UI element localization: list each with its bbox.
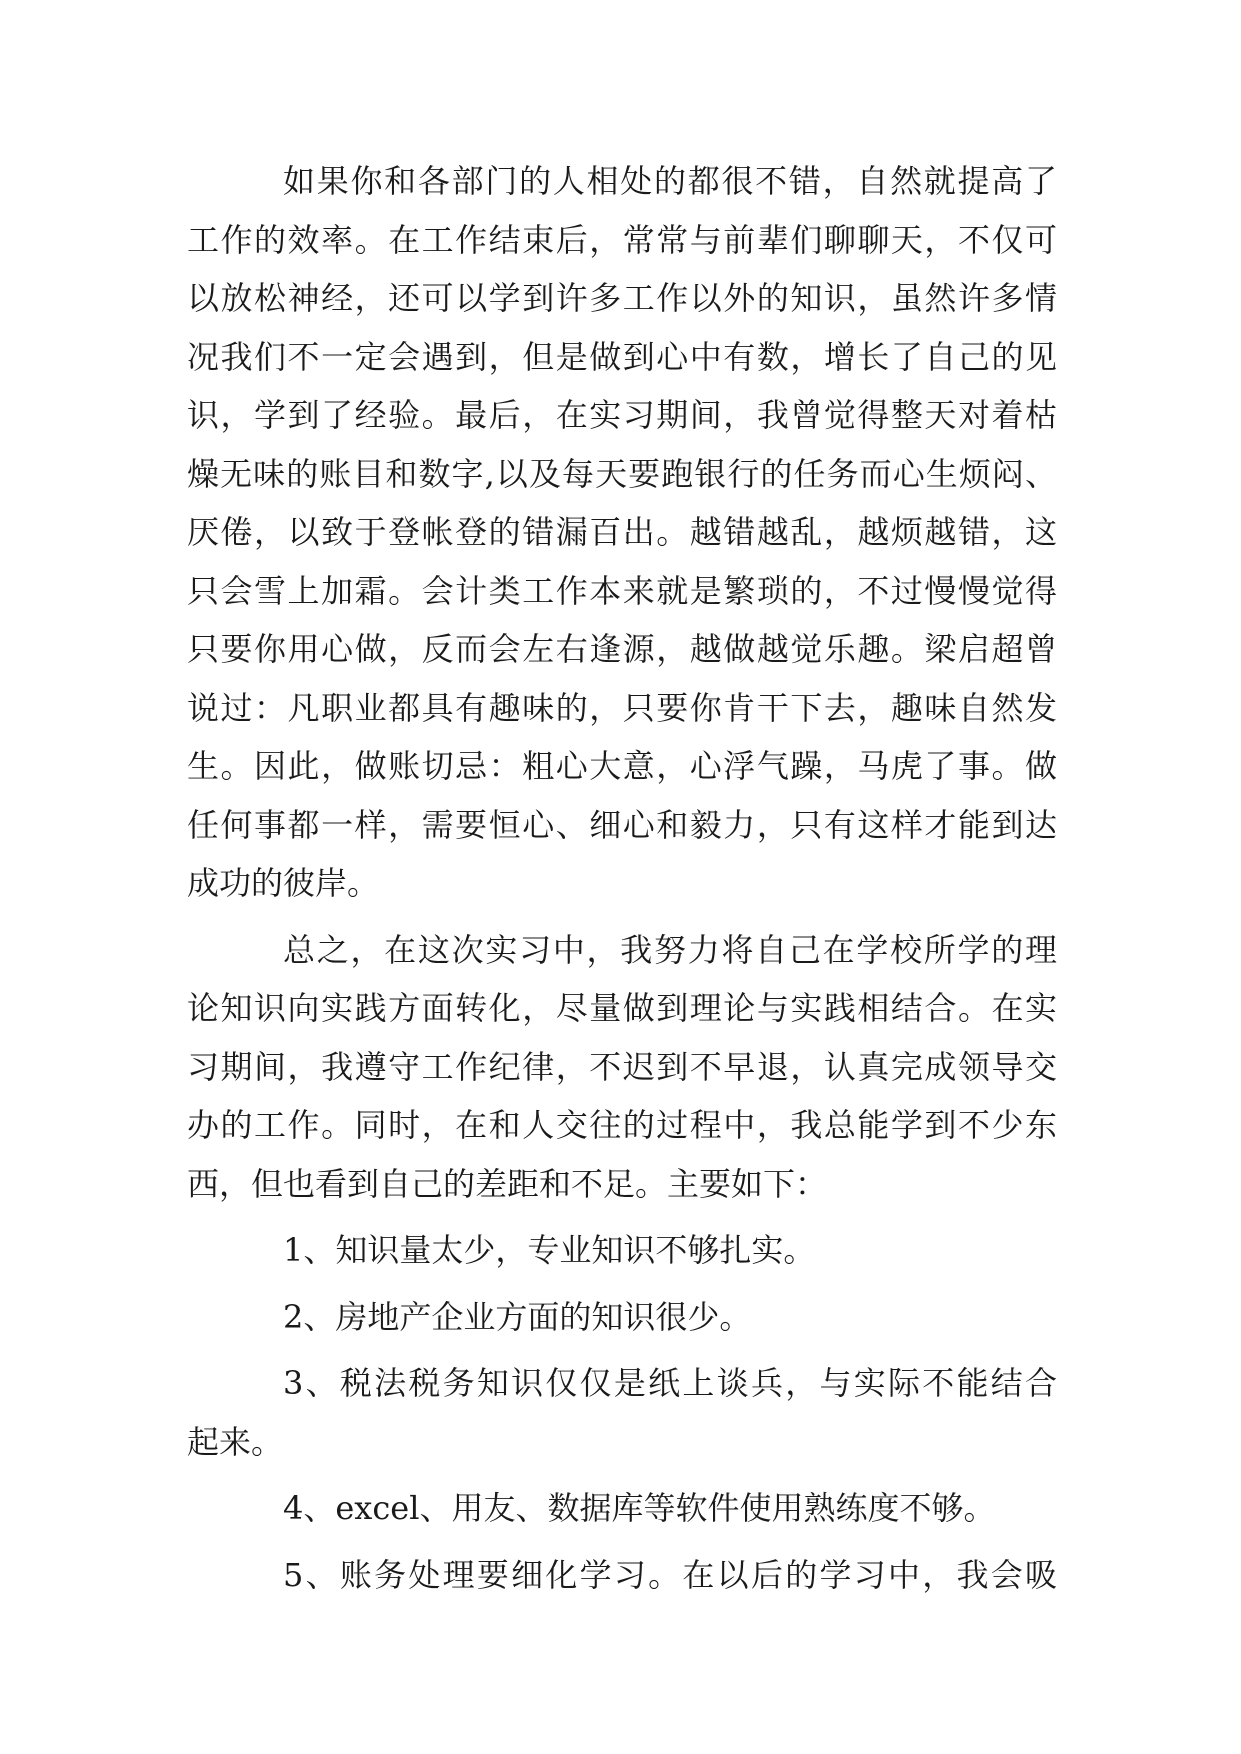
- text-line: 总之，在这次实习中，我努力将自己在学校所学的理: [283, 930, 1057, 969]
- text-line: 只会雪上加霜。会计类工作本来就是繁琐的，不过慢慢觉得: [187, 571, 1057, 610]
- text-line: 燥无味的账目和数字,以及每天要跑银行的任务而心生烦闷、: [187, 454, 1057, 493]
- text-line: 办的工作。同时，在和人交往的过程中，我总能学到不少东: [187, 1106, 1057, 1144]
- text-line: 工作的效率。在工作结束后，常常与前辈们聊聊天，不仅可: [187, 220, 1057, 259]
- paragraph-1: [187, 152, 1057, 913]
- paragraph-2: [187, 921, 1057, 1214]
- text-line: 说过：凡职业都具有趣味的，只要你肯干下去，趣味自然发: [187, 688, 1057, 727]
- list-item-4: [187, 1479, 1057, 1538]
- text-line: 只要你用心做，反而会左右逢源，越做越觉乐趣。梁启超曾: [187, 630, 1057, 668]
- list-item-5: [187, 1546, 1057, 1605]
- document-page: [187, 152, 1057, 1612]
- text-line: 任何事都一样，需要恒心、细心和毅力，只有这样才能到达: [187, 805, 1057, 844]
- list-item-3: [187, 1354, 1057, 1471]
- text-line: 2、房地产企业方面的知识很少。: [283, 1297, 752, 1336]
- text-line: 如果你和各部门的人相处的都很不错，自然就提高了: [283, 162, 1057, 200]
- text-line: 习期间，我遵守工作纪律，不迟到不早退，认真完成领导交: [187, 1047, 1057, 1086]
- text-line: 论知识向实践方面转化，尽量做到理论与实践相结合。在实: [187, 989, 1057, 1027]
- text-line: 3、税法税务知识仅仅是纸上谈兵，与实际不能结合: [283, 1364, 1057, 1402]
- text-line: 1、知识量太少，专业知识不够扎实。: [283, 1231, 816, 1269]
- text-line: 况我们不一定会遇到，但是做到心中有数，增长了自己的见: [187, 337, 1057, 376]
- text-line: 以放松神经，还可以学到许多工作以外的知识，虽然许多情: [187, 279, 1057, 317]
- text-line: 西，但也看到自己的差距和不足。主要如下：: [187, 1164, 828, 1203]
- text-line: 生。因此，做账切忌：粗心大意，心浮气躁，马虎了事。做: [187, 747, 1057, 785]
- list-item-2: [187, 1288, 1057, 1347]
- text-line: 成功的彼岸。: [187, 864, 380, 902]
- text-line: 4、excel、用友、数据库等软件使用熟练度不够。: [283, 1489, 996, 1527]
- text-line: 识，学到了经验。最后，在实习期间，我曾觉得整天对着枯: [187, 396, 1057, 434]
- list-item-1: [187, 1221, 1057, 1280]
- text-line: 厌倦，以致于登帐登的错漏百出。越错越乱，越烦越错，这: [187, 513, 1057, 551]
- text-line: 5、账务处理要细化学习。在以后的学习中，我会吸: [283, 1555, 1057, 1594]
- text-line: 起来。: [187, 1422, 284, 1461]
